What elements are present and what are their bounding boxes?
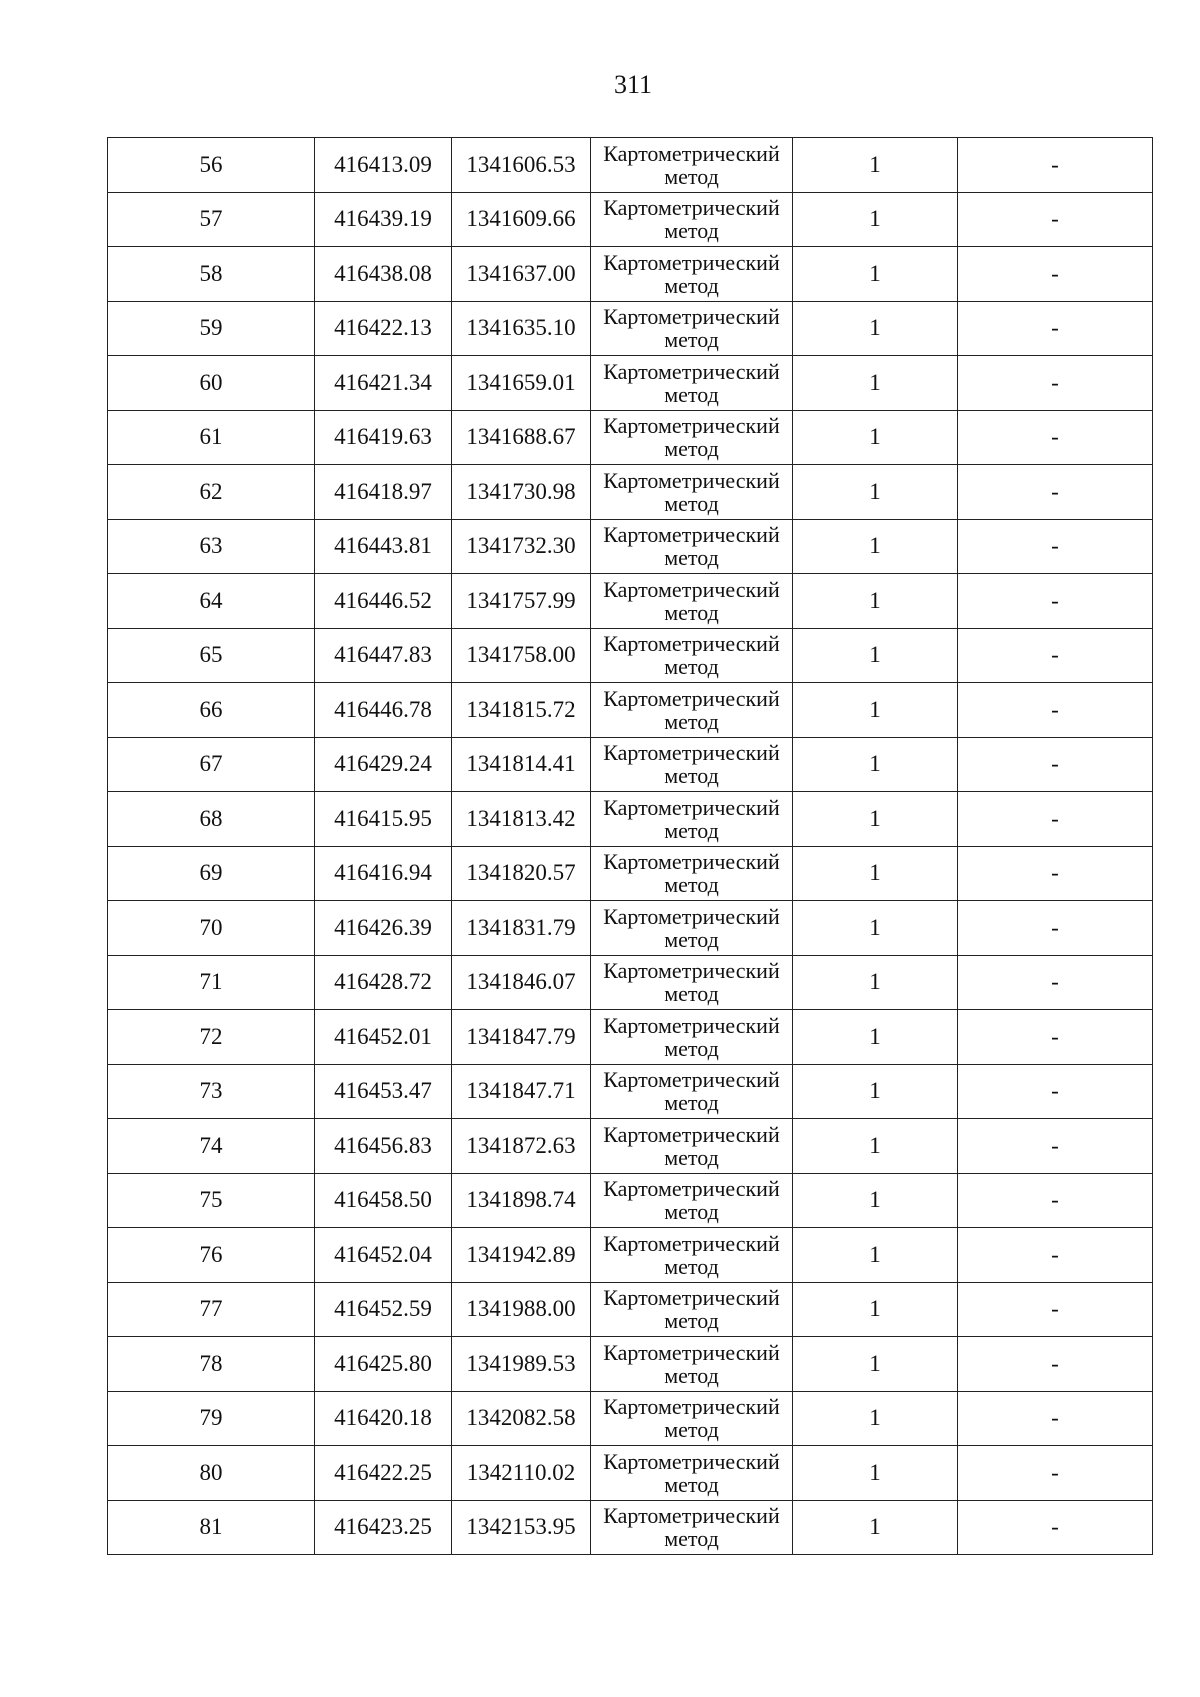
coord-y-cell: 1341637.00 [452, 247, 591, 302]
coord-x-cell: 416419.63 [315, 410, 452, 465]
accuracy-cell: 1 [793, 247, 958, 302]
method-line2: метод [664, 1417, 719, 1443]
note-cell: - [958, 1500, 1153, 1555]
table-row [108, 792, 1153, 847]
method-cell [591, 683, 793, 738]
note-cell: - [958, 792, 1153, 847]
note-cell: - [958, 1228, 1153, 1283]
method-line1: Картометрический [603, 1067, 780, 1093]
method-line2: метод [664, 1471, 719, 1497]
method-line1: Картометрический [603, 304, 780, 330]
coord-x-cell: 416452.01 [315, 1010, 452, 1065]
coord-x-cell: 416423.25 [315, 1500, 452, 1555]
method-cell [591, 192, 793, 247]
coord-y-cell: 1341988.00 [452, 1282, 591, 1337]
method-cell [591, 1010, 793, 1065]
point-number-cell: 64 [108, 574, 315, 629]
method-line1: Картометрический [603, 522, 780, 548]
method-cell [591, 301, 793, 356]
note-cell: - [958, 1282, 1153, 1337]
method-line2: метод [664, 272, 719, 298]
method-line2: метод [664, 926, 719, 952]
note-cell: - [958, 846, 1153, 901]
coord-y-cell: 1341659.01 [452, 356, 591, 411]
method-cell [591, 574, 793, 629]
accuracy-cell: 1 [793, 465, 958, 520]
method-line2: метод [664, 327, 719, 353]
method-line1: Картометрический [603, 413, 780, 439]
point-number-cell: 73 [108, 1064, 315, 1119]
method-line2: метод [664, 872, 719, 898]
coord-y-cell: 1342082.58 [452, 1391, 591, 1446]
table-row [108, 465, 1153, 520]
method-line2: метод [664, 1199, 719, 1225]
accuracy-cell: 1 [793, 1446, 958, 1501]
coordinates-table-body [108, 138, 1153, 1555]
coord-x-cell: 416425.80 [315, 1337, 452, 1392]
accuracy-cell: 1 [793, 1500, 958, 1555]
coord-y-cell: 1341942.89 [452, 1228, 591, 1283]
accuracy-cell: 1 [793, 1173, 958, 1228]
coord-x-cell: 416429.24 [315, 737, 452, 792]
method-cell [591, 628, 793, 683]
method-line2: метод [664, 1362, 719, 1388]
accuracy-cell: 1 [793, 192, 958, 247]
table-row [108, 192, 1153, 247]
table-row [108, 683, 1153, 738]
coord-x-cell: 416446.78 [315, 683, 452, 738]
note-cell: - [958, 628, 1153, 683]
point-number-cell: 60 [108, 356, 315, 411]
accuracy-cell: 1 [793, 410, 958, 465]
method-cell [591, 1064, 793, 1119]
coord-x-cell: 416452.04 [315, 1228, 452, 1283]
accuracy-cell: 1 [793, 955, 958, 1010]
table-row [108, 1282, 1153, 1337]
coord-y-cell: 1341847.79 [452, 1010, 591, 1065]
point-number-cell: 57 [108, 192, 315, 247]
method-line1: Картометрический [603, 576, 780, 602]
coord-x-cell: 416446.52 [315, 574, 452, 629]
method-cell [591, 846, 793, 901]
coord-y-cell: 1341813.42 [452, 792, 591, 847]
coord-y-cell: 1341757.99 [452, 574, 591, 629]
point-number-cell: 63 [108, 519, 315, 574]
method-line1: Картометрический [603, 467, 780, 493]
method-cell [591, 356, 793, 411]
method-line1: Картометрический [603, 1448, 780, 1474]
method-line2: метод [664, 436, 719, 462]
coord-y-cell: 1341846.07 [452, 955, 591, 1010]
coord-y-cell: 1341635.10 [452, 301, 591, 356]
accuracy-cell: 1 [793, 683, 958, 738]
point-number-cell: 75 [108, 1173, 315, 1228]
note-cell: - [958, 356, 1153, 411]
point-number-cell: 67 [108, 737, 315, 792]
table-row [108, 301, 1153, 356]
method-line2: метод [664, 1526, 719, 1552]
point-number-cell: 62 [108, 465, 315, 520]
coord-x-cell: 416453.47 [315, 1064, 452, 1119]
accuracy-cell: 1 [793, 1010, 958, 1065]
method-cell [591, 901, 793, 956]
accuracy-cell: 1 [793, 138, 958, 193]
coord-y-cell: 1341758.00 [452, 628, 591, 683]
table-row [108, 519, 1153, 574]
coord-y-cell: 1341989.53 [452, 1337, 591, 1392]
method-line2: метод [664, 1253, 719, 1279]
accuracy-cell: 1 [793, 519, 958, 574]
point-number-cell: 80 [108, 1446, 315, 1501]
method-line2: метод [664, 981, 719, 1007]
point-number-cell: 71 [108, 955, 315, 1010]
coord-y-cell: 1341688.67 [452, 410, 591, 465]
accuracy-cell: 1 [793, 901, 958, 956]
coord-x-cell: 416438.08 [315, 247, 452, 302]
coord-y-cell: 1342153.95 [452, 1500, 591, 1555]
method-line2: метод [664, 763, 719, 789]
note-cell: - [958, 410, 1153, 465]
method-line2: метод [664, 1090, 719, 1116]
method-cell [591, 1228, 793, 1283]
method-line2: метод [664, 599, 719, 625]
accuracy-cell: 1 [793, 628, 958, 683]
table-row [108, 1228, 1153, 1283]
coord-x-cell: 416420.18 [315, 1391, 452, 1446]
point-number-cell: 59 [108, 301, 315, 356]
coord-x-cell: 416422.25 [315, 1446, 452, 1501]
method-line1: Картометрический [603, 1503, 780, 1529]
method-cell [591, 737, 793, 792]
method-line1: Картометрический [603, 1339, 780, 1365]
coord-y-cell: 1341831.79 [452, 901, 591, 956]
coord-y-cell: 1341730.98 [452, 465, 591, 520]
note-cell: - [958, 1391, 1153, 1446]
method-line2: метод [664, 817, 719, 843]
table-row [108, 955, 1153, 1010]
method-line2: метод [664, 654, 719, 680]
method-cell [591, 138, 793, 193]
method-line1: Картометрический [603, 794, 780, 820]
coord-y-cell: 1341898.74 [452, 1173, 591, 1228]
table-row [108, 247, 1153, 302]
method-line1: Картометрический [603, 1285, 780, 1311]
table-row [108, 737, 1153, 792]
method-line1: Картометрический [603, 195, 780, 221]
coordinates-table [107, 137, 1153, 1555]
method-line1: Картометрический [603, 849, 780, 875]
note-cell: - [958, 519, 1153, 574]
note-cell: - [958, 192, 1153, 247]
coord-y-cell: 1341872.63 [452, 1119, 591, 1174]
method-line1: Картометрический [603, 958, 780, 984]
point-number-cell: 77 [108, 1282, 315, 1337]
method-cell [591, 1337, 793, 1392]
table-row [108, 1010, 1153, 1065]
note-cell: - [958, 301, 1153, 356]
note-cell: - [958, 1173, 1153, 1228]
point-number-cell: 56 [108, 138, 315, 193]
table-row [108, 1337, 1153, 1392]
table-row [108, 1173, 1153, 1228]
method-line2: метод [664, 490, 719, 516]
table-row [108, 574, 1153, 629]
note-cell: - [958, 901, 1153, 956]
point-number-cell: 78 [108, 1337, 315, 1392]
coord-y-cell: 1341814.41 [452, 737, 591, 792]
method-cell [591, 1173, 793, 1228]
point-number-cell: 69 [108, 846, 315, 901]
method-cell [591, 1282, 793, 1337]
coord-y-cell: 1341609.66 [452, 192, 591, 247]
method-line1: Картометрический [603, 1121, 780, 1147]
accuracy-cell: 1 [793, 846, 958, 901]
accuracy-cell: 1 [793, 1282, 958, 1337]
point-number-cell: 81 [108, 1500, 315, 1555]
accuracy-cell: 1 [793, 574, 958, 629]
point-number-cell: 66 [108, 683, 315, 738]
method-line1: Картометрический [603, 631, 780, 657]
page-number: 311 [613, 70, 653, 99]
method-cell [591, 1500, 793, 1555]
coord-x-cell: 416456.83 [315, 1119, 452, 1174]
coord-x-cell: 416452.59 [315, 1282, 452, 1337]
method-line1: Картометрический [603, 140, 780, 166]
method-line1: Картометрический [603, 1230, 780, 1256]
note-cell: - [958, 138, 1153, 193]
coord-x-cell: 416421.34 [315, 356, 452, 411]
point-number-cell: 68 [108, 792, 315, 847]
point-number-cell: 70 [108, 901, 315, 956]
method-line1: Картометрический [603, 903, 780, 929]
table-row [108, 628, 1153, 683]
method-line2: метод [664, 1035, 719, 1061]
note-cell: - [958, 955, 1153, 1010]
method-line2: метод [664, 163, 719, 189]
accuracy-cell: 1 [793, 1119, 958, 1174]
table-row [108, 1064, 1153, 1119]
method-cell [591, 1391, 793, 1446]
method-line1: Картометрический [603, 685, 780, 711]
coord-x-cell: 416415.95 [315, 792, 452, 847]
point-number-cell: 79 [108, 1391, 315, 1446]
method-line1: Картометрический [603, 1176, 780, 1202]
coord-x-cell: 416422.13 [315, 301, 452, 356]
coord-y-cell: 1341732.30 [452, 519, 591, 574]
method-cell [591, 1446, 793, 1501]
note-cell: - [958, 683, 1153, 738]
table-row [108, 846, 1153, 901]
accuracy-cell: 1 [793, 1064, 958, 1119]
coord-x-cell: 416428.72 [315, 955, 452, 1010]
note-cell: - [958, 574, 1153, 629]
table-row [108, 410, 1153, 465]
method-line2: метод [664, 381, 719, 407]
accuracy-cell: 1 [793, 1228, 958, 1283]
coord-x-cell: 416443.81 [315, 519, 452, 574]
point-number-cell: 65 [108, 628, 315, 683]
point-number-cell: 72 [108, 1010, 315, 1065]
note-cell: - [958, 1446, 1153, 1501]
point-number-cell: 76 [108, 1228, 315, 1283]
method-cell [591, 792, 793, 847]
method-cell [591, 1119, 793, 1174]
method-line1: Картометрический [603, 1394, 780, 1420]
method-cell [591, 519, 793, 574]
method-line2: метод [664, 1308, 719, 1334]
accuracy-cell: 1 [793, 737, 958, 792]
accuracy-cell: 1 [793, 1337, 958, 1392]
method-line1: Картометрический [603, 358, 780, 384]
method-line1: Картометрический [603, 740, 780, 766]
coord-y-cell: 1341847.71 [452, 1064, 591, 1119]
coord-x-cell: 416458.50 [315, 1173, 452, 1228]
coord-x-cell: 416447.83 [315, 628, 452, 683]
method-cell [591, 955, 793, 1010]
coord-x-cell: 416426.39 [315, 901, 452, 956]
coord-x-cell: 416439.19 [315, 192, 452, 247]
note-cell: - [958, 1010, 1153, 1065]
table-row [108, 1446, 1153, 1501]
accuracy-cell: 1 [793, 356, 958, 411]
coord-y-cell: 1341820.57 [452, 846, 591, 901]
table-row [108, 1391, 1153, 1446]
coord-y-cell: 1341815.72 [452, 683, 591, 738]
point-number-cell: 74 [108, 1119, 315, 1174]
accuracy-cell: 1 [793, 301, 958, 356]
note-cell: - [958, 247, 1153, 302]
method-line1: Картометрический [603, 249, 780, 275]
note-cell: - [958, 465, 1153, 520]
table-row [108, 138, 1153, 193]
accuracy-cell: 1 [793, 792, 958, 847]
point-number-cell: 58 [108, 247, 315, 302]
point-number-cell: 61 [108, 410, 315, 465]
coord-x-cell: 416413.09 [315, 138, 452, 193]
accuracy-cell: 1 [793, 1391, 958, 1446]
note-cell: - [958, 1064, 1153, 1119]
table-row [108, 356, 1153, 411]
method-line2: метод [664, 1144, 719, 1170]
note-cell: - [958, 1119, 1153, 1174]
method-cell [591, 410, 793, 465]
method-cell [591, 247, 793, 302]
coord-y-cell: 1342110.02 [452, 1446, 591, 1501]
method-line2: метод [664, 708, 719, 734]
method-cell [591, 465, 793, 520]
note-cell: - [958, 737, 1153, 792]
method-line1: Картометрический [603, 1012, 780, 1038]
coord-x-cell: 416418.97 [315, 465, 452, 520]
table-row [108, 901, 1153, 956]
note-cell: - [958, 1337, 1153, 1392]
coord-y-cell: 1341606.53 [452, 138, 591, 193]
table-row [108, 1500, 1153, 1555]
method-line2: метод [664, 218, 719, 244]
coord-x-cell: 416416.94 [315, 846, 452, 901]
table-row [108, 1119, 1153, 1174]
method-line2: метод [664, 545, 719, 571]
